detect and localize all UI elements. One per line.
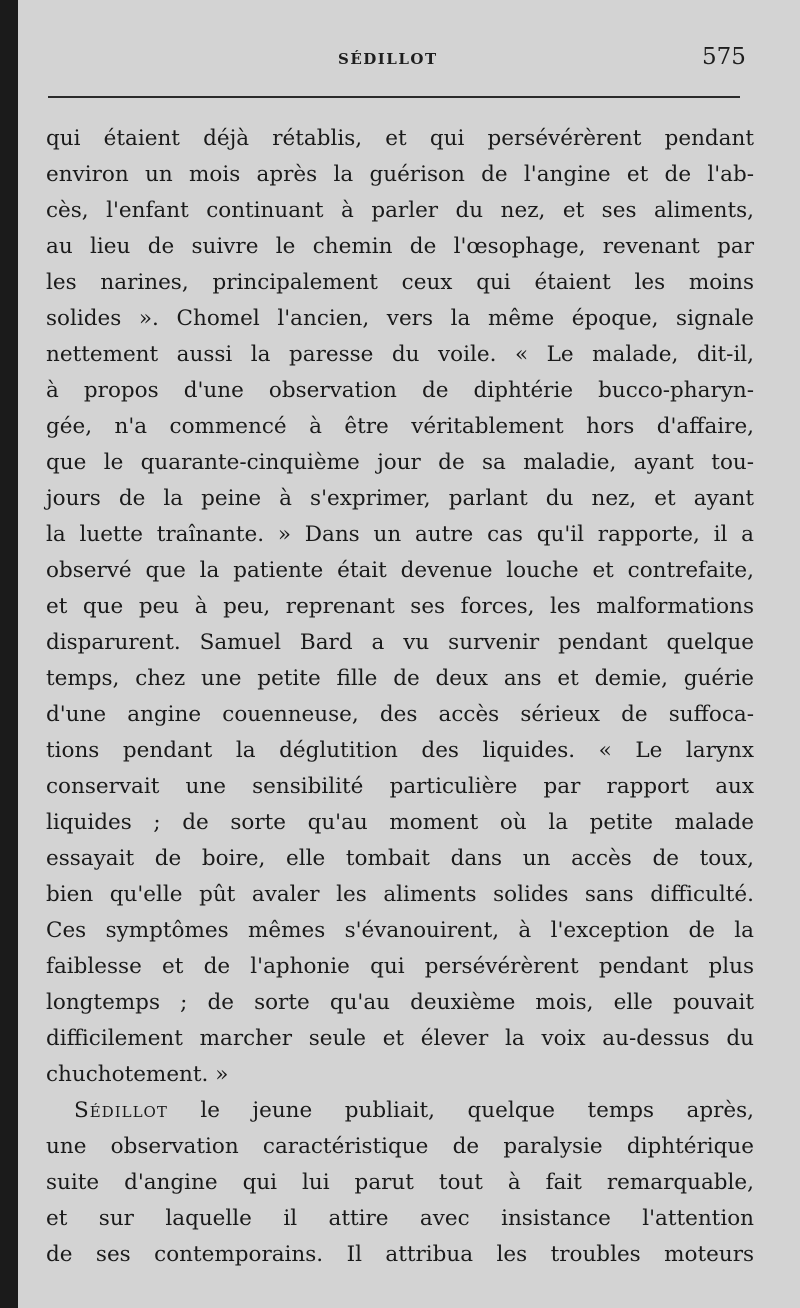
text-line: qui étaient déjà rétablis, et qui persévérèrent pendant xyxy=(46,126,754,151)
text-line: et que peu à peu, reprenant ses forces, les malformations xyxy=(46,594,754,619)
text-line: disparurent. Samuel Bard a vu survenir pendant quelque xyxy=(46,630,754,655)
text-line: bien qu'elle pût avaler les aliments solides sans difficulté. xyxy=(46,882,754,907)
text-line: Ces symptômes mêmes s'évanouirent, à l'exception de la xyxy=(46,918,754,943)
header-rule xyxy=(48,96,740,98)
author-name: Sédillot xyxy=(74,1098,168,1123)
text-line: de ses contemporains. Il attribua les troubles moteurs xyxy=(46,1242,754,1267)
text-line: que le quarante-cinquième jour de sa maladie, ayant tou- xyxy=(46,450,754,475)
text-line: conservait une sensibilité particulière par rapport aux xyxy=(46,774,754,799)
text-line: et sur laquelle il attire avec insistance l'attention xyxy=(46,1206,754,1231)
text-line: tions pendant la déglutition des liquides. « Le larynx xyxy=(46,738,754,763)
text-line: nettement aussi la paresse du voile. « Le malade, dit-il, xyxy=(46,342,754,367)
running-title: SÉDILLOT xyxy=(338,50,438,68)
text-line: jours de la peine à s'exprimer, parlant du nez, et ayant xyxy=(46,486,754,511)
page-number: 575 xyxy=(702,44,746,70)
paragraph-first-line xyxy=(46,1093,754,1129)
text-line: d'une angine couenneuse, des accès sérieux de suffoca- xyxy=(46,702,754,727)
text-line: à propos d'une observation de diphtérie bucco-pharyn- xyxy=(46,378,754,403)
running-head xyxy=(0,46,800,76)
text-line: temps, chez une petite fille de deux ans et demie, guérie xyxy=(46,666,754,691)
text-line: essayait de boire, elle tombait dans un accès de toux, xyxy=(46,846,754,871)
text-line: une observation caractéristique de paralysie diphtérique xyxy=(46,1134,754,1159)
text-line: longtemps ; de sorte qu'au deuxième mois, elle pouvait xyxy=(46,990,754,1015)
text-line: cès, l'enfant continuant à parler du nez, et ses aliments, xyxy=(46,198,754,223)
text-line: solides ». Chomel l'ancien, vers la même époque, signale xyxy=(46,306,754,331)
text-line: gée, n'a commencé à être véritablement hors d'affaire, xyxy=(46,414,754,439)
text-line: liquides ; de sorte qu'au moment où la petite malade xyxy=(46,810,754,835)
text-line: environ un mois après la guérison de l'angine et de l'ab- xyxy=(46,162,754,187)
paragraph-first-line-rest: le jeune publiait, quelque temps après, xyxy=(167,1098,754,1123)
text-line: observé que la patiente était devenue louche et contrefaite, xyxy=(46,558,754,583)
text-line: difficilement marcher seule et élever la voix au-dessus du xyxy=(46,1026,754,1051)
text-line: les narines, principalement ceux qui étaient les moins xyxy=(46,270,754,295)
text-line: faiblesse et de l'aphonie qui persévérèrent pendant plus xyxy=(46,954,754,979)
text-line: au lieu de suivre le chemin de l'œsophage, revenant par xyxy=(46,234,754,259)
body-text xyxy=(46,121,754,1273)
text-line: chuchotement. » xyxy=(46,1062,229,1087)
page-binding-edge xyxy=(0,0,18,1308)
text-line: la luette traînante. » Dans un autre cas qu'il rapporte, il a xyxy=(46,522,754,547)
text-line: suite d'angine qui lui parut tout à fait remarquable, xyxy=(46,1170,754,1195)
